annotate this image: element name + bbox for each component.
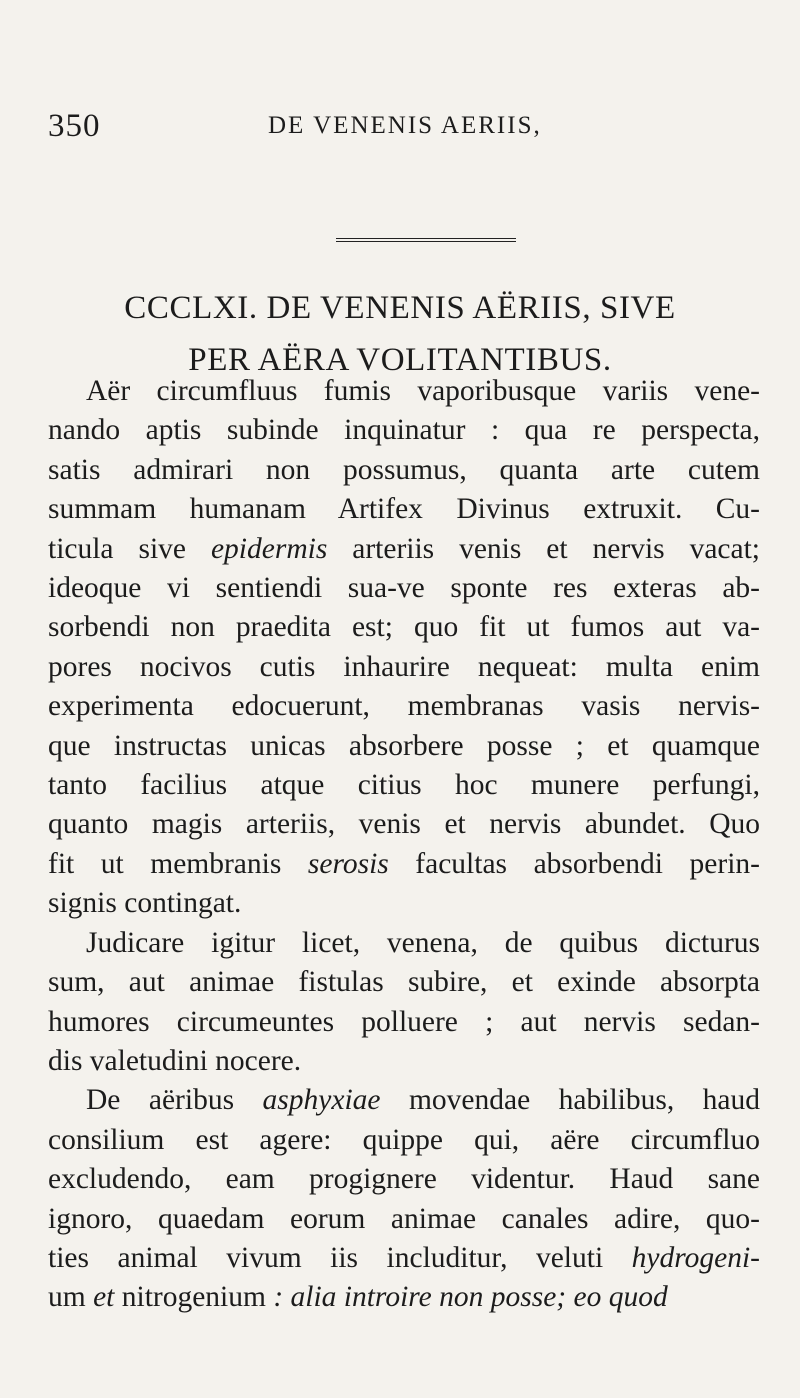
text-segment: ticula sive	[48, 532, 211, 565]
text-line	[48, 687, 760, 726]
text-segment: signis contingat.	[48, 887, 242, 920]
text-line	[48, 963, 760, 1002]
text-line	[48, 411, 760, 450]
section-rule	[336, 238, 516, 242]
heading-line: PER AËRA VOLITANTIBUS.	[188, 342, 612, 378]
text-segment: ignoro, quaedam eorum animae canales adire, quo-	[48, 1202, 760, 1235]
running-title: DE VENENIS AERIIS,	[268, 112, 542, 139]
page-number: 350	[48, 108, 101, 144]
heading-line: CCCLXI. DE VENENIS AËRIIS, SIVE	[124, 290, 676, 326]
text-segment: sorbendi non praedita est; quo fit ut fumos aut va-	[48, 611, 760, 644]
italic-term: hydrogeni-	[631, 1241, 760, 1274]
text-line	[48, 1239, 760, 1278]
italic-term: et	[85, 1281, 122, 1314]
paragraph	[48, 1081, 760, 1317]
text-line	[48, 845, 760, 884]
text-segment: nitrogenium	[121, 1281, 266, 1314]
text-segment: arteriis venis et nervis vacat;	[327, 532, 761, 565]
text-line	[48, 608, 760, 647]
text-segment: movendae habilibus, haud	[380, 1084, 761, 1117]
text-line	[48, 372, 760, 411]
text-segment: ties animal vivum iis includitur, veluti	[48, 1241, 632, 1274]
section-heading	[40, 282, 760, 386]
text-line	[48, 1278, 760, 1317]
italic-term: : alia introire non posse; eo quod	[265, 1281, 668, 1314]
text-line	[48, 884, 760, 923]
italic-term: serosis	[307, 847, 389, 880]
text-segment: summam humanam Artifex Divinus extruxit. Cu-	[48, 493, 760, 526]
text-line	[48, 924, 760, 963]
text-segment: Aër circumfluus fumis vaporibusque variis vene-	[86, 375, 760, 407]
paragraph	[48, 924, 760, 1082]
text-segment: nando aptis subinde inquinatur : qua re perspecta,	[48, 414, 760, 447]
text-line	[48, 1003, 760, 1042]
text-segment: sum, aut animae fistulas subire, et exinde absorpta	[48, 966, 760, 999]
body-text	[48, 372, 760, 1318]
text-line	[48, 451, 760, 490]
text-line	[48, 1160, 760, 1199]
text-line	[48, 766, 760, 805]
text-segment: Judicare igitur licet, venena, de quibus dicturus	[86, 926, 760, 959]
text-line	[48, 530, 760, 569]
text-segment: consilium est agere: quippe qui, aëre circumfluo	[48, 1123, 760, 1156]
text-line	[48, 1042, 760, 1081]
text-segment: facultas absorbendi perin-	[388, 847, 760, 880]
text-line	[48, 490, 760, 529]
text-segment: pores nocivos cutis inhaurire nequeat: multa enim	[48, 650, 760, 683]
text-segment: quanto magis arteriis, venis et nervis abundet. Quo	[48, 808, 760, 841]
text-line	[48, 569, 760, 608]
text-line	[48, 1200, 760, 1239]
text-segment: fit ut membranis	[48, 847, 308, 880]
text-segment: tanto facilius atque citius hoc munere perfungi,	[48, 769, 760, 802]
text-line	[48, 805, 760, 844]
text-segment: humores circumeuntes polluere ; aut nervis sedan-	[48, 1005, 760, 1038]
text-line	[48, 1121, 760, 1160]
text-segment: experimenta edocuerunt, membranas vasis nervis-	[48, 690, 760, 723]
text-segment: um	[48, 1281, 86, 1314]
text-line	[48, 727, 760, 766]
italic-term: epidermis	[210, 532, 328, 565]
text-segment: De aëribus	[86, 1084, 263, 1117]
running-head	[48, 108, 748, 148]
paragraph	[48, 372, 760, 924]
italic-term: asphyxiae	[262, 1084, 381, 1117]
text-segment: satis admirari non possumus, quanta arte cutem	[48, 453, 760, 486]
text-segment: excludendo, eam progignere videntur. Haud sane	[48, 1163, 760, 1196]
text-line	[48, 1081, 760, 1120]
text-line	[48, 648, 760, 687]
text-segment: ideoque vi sentiendi sua-ve sponte res exteras ab-	[48, 572, 760, 605]
text-segment: dis valetudini nocere.	[48, 1044, 302, 1077]
text-segment: que instructas unicas absorbere posse ; et quamque	[48, 729, 760, 762]
